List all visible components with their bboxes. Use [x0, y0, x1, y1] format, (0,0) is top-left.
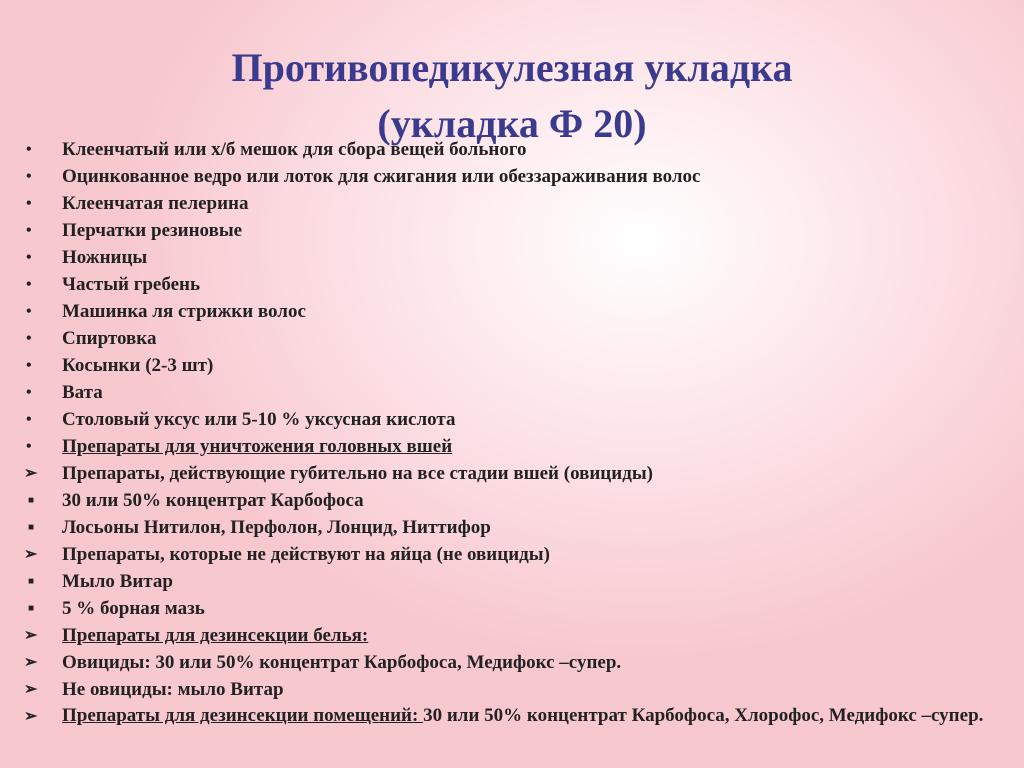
list-item: [22, 352, 1012, 379]
list-item: [22, 298, 1012, 325]
item-text: Препараты, которые не действуют на яйца (не овициды): [62, 544, 550, 565]
item-text: 30 или 50% концентрат Карбофоса: [62, 490, 364, 511]
item-text: Клеенчатая пелерина: [62, 193, 249, 214]
arrow-bullet-icon: ➢: [24, 627, 38, 644]
list-item: [22, 406, 1012, 433]
list-item: [22, 649, 1012, 676]
square-bullet-icon: ■: [28, 603, 35, 614]
list-item: [22, 325, 1012, 352]
item-text: Вата: [62, 382, 103, 403]
arrow-bullet-icon: ➢: [24, 681, 38, 698]
item-text: Столовый уксус или 5-10 % уксусная кислота: [62, 409, 456, 430]
item-text: Мыло Витар: [62, 571, 173, 592]
item-text: Спиртовка: [62, 328, 157, 349]
arrow-bullet-icon: ➢: [24, 708, 38, 725]
list-item: [22, 244, 1012, 271]
item-text: Клеенчатый или х/б мешок для сбора вещей больного: [62, 139, 527, 160]
list-item: [22, 595, 1012, 622]
list-item: [22, 190, 1012, 217]
item-text: Оцинкованное ведро или лоток для сжигания или обеззараживания волос: [62, 166, 701, 187]
list-item: [22, 271, 1012, 298]
item-text: Препараты для дезинсекции белья:: [62, 625, 369, 646]
bullet-dot-icon: •: [26, 303, 32, 320]
list-item: [22, 460, 1012, 487]
square-bullet-icon: ■: [28, 576, 35, 587]
list-item: [22, 433, 1012, 460]
item-text: Ножницы: [62, 247, 148, 268]
bullet-dot-icon: •: [26, 222, 32, 239]
bullet-dot-icon: •: [26, 357, 32, 374]
list-item: [22, 136, 1012, 163]
square-bullet-icon: ■: [28, 495, 35, 506]
item-text: Не овициды: мыло Витар: [62, 679, 284, 700]
item-text-underlined: Препараты для дезинсекции помещений:: [62, 705, 424, 726]
item-text: Препараты для уничтожения головных вшей: [62, 436, 453, 457]
item-text: Препараты, действующие губительно на все стадии вшей (овициды): [62, 463, 653, 484]
bullet-dot-icon: •: [26, 411, 32, 428]
list-item: [22, 703, 1012, 727]
title-line-2: (укладка Ф 20): [377, 101, 647, 146]
item-text: Перчатки резиновые: [62, 220, 243, 241]
arrow-bullet-icon: ➢: [24, 465, 38, 482]
list-item: [22, 487, 1012, 514]
list-item: [22, 676, 1012, 703]
list-item: [22, 622, 1012, 649]
list-item: [22, 568, 1012, 595]
item-text: Лосьоны Нитилон, Перфолон, Лонцид, Ниттифор: [62, 517, 491, 538]
item-text: Овициды: 30 или 50% концентрат Карбофоса, Медифокс –супер.: [62, 652, 622, 673]
bullet-dot-icon: •: [26, 141, 32, 158]
bullet-dot-icon: •: [26, 195, 32, 212]
list-item: [22, 514, 1012, 541]
arrow-bullet-icon: ➢: [24, 546, 38, 563]
bullet-dot-icon: •: [26, 276, 32, 293]
bullet-dot-icon: •: [26, 249, 32, 266]
item-text: Машинка ля стрижки волос: [62, 301, 306, 322]
item-list: [22, 136, 1012, 727]
list-item: [22, 217, 1012, 244]
arrow-bullet-icon: ➢: [24, 654, 38, 671]
item-text: 30 или 50% концентрат Карбофоса, Хлорофос, Медифокс –супер.: [423, 705, 984, 726]
list-item: [22, 541, 1012, 568]
square-bullet-icon: ■: [28, 522, 35, 533]
list-item: [22, 379, 1012, 406]
item-text: Косынки (2-3 шт): [62, 355, 214, 376]
item-text: Частый гребень: [62, 274, 201, 295]
bullet-dot-icon: •: [26, 384, 32, 401]
title-line-1: Противопедикулезная укладка: [231, 45, 793, 90]
bullet-dot-icon: •: [26, 168, 32, 185]
item-text: 5 % борная мазь: [62, 598, 205, 619]
bullet-dot-icon: •: [26, 330, 32, 347]
list-item: [22, 163, 1012, 190]
bullet-dot-icon: •: [26, 438, 32, 455]
